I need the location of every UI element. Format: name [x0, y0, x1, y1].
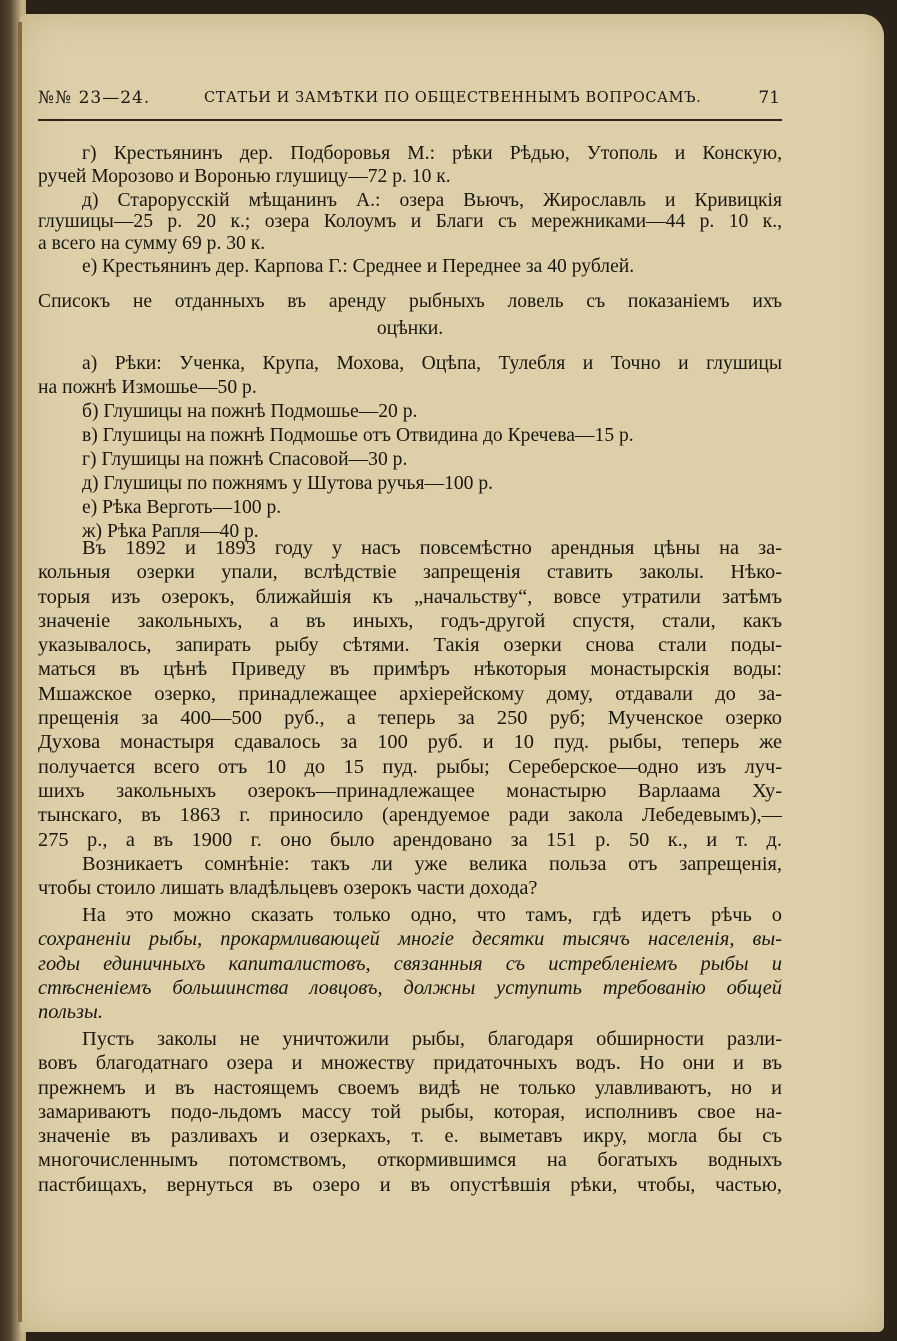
- text-line: вовъ благодатнаго озера и множеству придаточныхъ водъ. Но они и въ: [38, 1052, 782, 1075]
- page-number: 71: [758, 88, 780, 108]
- lessee-entries: [38, 140, 782, 280]
- text-line: е) Крестьянинъ дер. Карпова Г.: Среднее и Переднее за 40 рублей.: [82, 256, 635, 277]
- list-item: г) Глушицы на пожнѣ Спасовой—30 р.: [82, 449, 408, 470]
- list-item: в) Глушицы на пожнѣ Подмошье отъ Отвидина до Кречева—15 р.: [82, 425, 634, 446]
- text-line: сохраненіи рыбы, прокармливающей многіе десятки тысячъ населенія, вы-: [38, 928, 782, 951]
- text-line: Духова монастыря сдавалось за 100 руб. и 10 пуд. рыбы, теперь же: [38, 731, 782, 754]
- section-title: СТАТЬИ И ЗАМѢТКИ ПО ОБЩЕСТВЕННЫМЪ ВОПРОСАМЪ.: [204, 90, 702, 106]
- text-line: прещенія за 400—500 руб., а теперь за 250 руб; Мученское озерко: [38, 707, 782, 730]
- list-item: е) Рѣка Верготь—100 р.: [82, 497, 282, 518]
- paragraph-question: [38, 852, 782, 901]
- text-line: прежнемъ и въ настоящемъ своемъ видѣ не только улавливаютъ, но и: [38, 1076, 782, 1099]
- heading-line: оцѣнки.: [376, 318, 444, 339]
- text-line: 275 р., а въ 1900 г. оно было арендовано за 151 р. 50 к., и т. д.: [38, 828, 782, 851]
- text-line: годы единичныхъ капиталистовъ, связанныя съ истребленіемъ рыбы и: [38, 952, 782, 975]
- text-line: кольныя озерки упали, вслѣдствіе запрещенія ставить заколы. Нѣко-: [38, 561, 782, 584]
- text-line: Мшажское озерко, принадлежащее архіерейскому дому, отдавали до за-: [38, 682, 782, 705]
- text-line: многочисленнымъ потомствомъ, откормившимся на богатыхъ водныхъ: [38, 1149, 782, 1172]
- text-line: стѣсненіемъ большинства ловцовъ, должны уступить требованію общей: [38, 976, 782, 999]
- text-line: пользы.: [38, 1001, 103, 1024]
- list-item: б) Глушицы на пожнѣ Подмошье—20 р.: [82, 401, 418, 422]
- text-line: маться въ цѣнѣ Приведу въ примѣръ нѣкоторыя монастырскія воды:: [38, 658, 782, 681]
- text-line: пастбищахъ, вернуться въ озеро и въ опустѣвшія рѣки, чтобы, частью,: [38, 1173, 782, 1196]
- text-line: торыя изъ озерокъ, ближайшія къ „начальству“, вовсе утратили затѣмъ: [38, 585, 782, 608]
- paragraph-answer: [38, 903, 782, 1024]
- text-line: Возникаетъ сомнѣніе: такъ ли уже велика польза отъ запрещенія,: [82, 853, 782, 875]
- heading-line: Списокъ не отданныхъ въ аренду рыбныхъ ловель съ показаніемъ ихъ: [38, 291, 782, 312]
- paragraph-prices: [38, 536, 782, 852]
- text-line: тынскаго, въ 1863 г. приносило (арендуемое ради закола Лебедевымъ),—: [38, 804, 782, 827]
- page-edge: [18, 22, 22, 1322]
- list-item: д) Глушицы по пожнямъ у Шутова ручья—100 р.: [82, 473, 494, 494]
- text-line: глушицы—25 р. 20 к.; озера Колоумъ и Благи съ мережниками—44 р. 10 к.,: [38, 211, 782, 232]
- text-line: а всего на сумму 69 р. 30 к.: [38, 233, 266, 254]
- text-line: г) Крестьянинъ дер. Подборовья М.: рѣки Рѣдью, Утополь и Конскую,: [82, 143, 782, 164]
- list-item: на пожнѣ Измошье—50 р.: [38, 377, 257, 398]
- running-header: [38, 88, 780, 114]
- text-line: указывалось, запирать рыбу сѣтями. Такія озерки снова стали поды-: [38, 634, 782, 657]
- list-item: ж) Рѣка Рапля—40 р.: [82, 521, 259, 542]
- text-line: Пусть заколы не уничтожили рыбы, благодаря обширности разли-: [82, 1028, 782, 1050]
- text-line: д) Старорусскій мѣщанинъ А.: озера Вьючъ, Жирославль и Кривицкія: [82, 190, 782, 211]
- text-line: значеніе закольныхъ, а въ иныхъ, годъ-другой спустя, стали, какъ: [38, 609, 782, 632]
- text-line: На это можно сказать только одно, что тамъ, гдѣ идетъ рѣчь о: [82, 904, 782, 926]
- issue-number: №№ 23—24.: [38, 88, 151, 108]
- header-rule: [38, 119, 782, 121]
- fishery-list: [38, 352, 782, 544]
- text-line: получается всего отъ 10 до 15 пуд. рыбы; Сереберское—одно изъ луч-: [38, 755, 782, 778]
- list-item: а) Рѣки: Ученка, Крупа, Мохова, Оцѣпа, Тулебля и Точно и глушицы: [82, 353, 782, 374]
- text-line: Въ 1892 и 1893 году у насъ повсемѣстно арендныя цѣны на за-: [82, 537, 782, 559]
- text-line: шихъ закольныхъ озерокъ—принадлежащее монастырю Варлаама Ху-: [38, 779, 782, 802]
- text-line: замариваютъ подо-льдомъ массу той рыбы, которая, исполнивъ свое на-: [38, 1100, 782, 1123]
- list-heading: [38, 288, 782, 342]
- paragraph-weirs: [38, 1027, 782, 1197]
- text-line: чтобы стоило лишать владѣльцевъ озерокъ части дохода?: [38, 877, 538, 900]
- text-line: значеніе въ разливахъ и озеркахъ, т. е. выметавъ икру, могла бы съ: [38, 1125, 782, 1148]
- text-line: ручей Морозово и Воронью глушицу—72 р. 10 к.: [38, 166, 451, 187]
